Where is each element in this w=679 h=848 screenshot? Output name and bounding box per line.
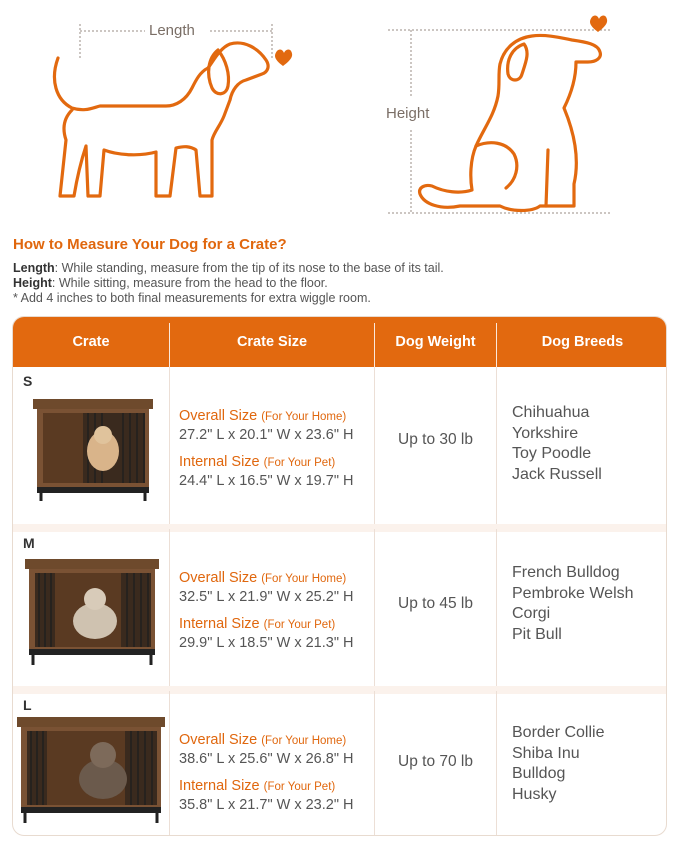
size-letter: S (23, 373, 33, 389)
standing-dog-icon (54, 43, 268, 196)
internal-size-note: (For Your Pet) (263, 457, 336, 469)
header-dog-weight: Dog Weight (395, 334, 476, 350)
table-row-l (13, 691, 667, 836)
overall-size-dims: 38.6" L x 25.6" W x 26.8" H (179, 751, 354, 767)
sitting-dog-icon (420, 35, 601, 210)
breed-item: Pit Bull (512, 625, 562, 643)
dog-weight-m: Up to 45 lb (398, 595, 473, 612)
size-letter: L (23, 697, 32, 713)
breed-item: Pembroke Welsh (512, 584, 634, 602)
breed-item: Yorkshire (512, 424, 579, 442)
heart-icon-standing (275, 50, 292, 66)
internal-size-label: Internal Size (179, 778, 260, 794)
crate-size-m (179, 569, 379, 653)
dog-breeds-l (512, 723, 667, 805)
table-row-s (13, 367, 667, 524)
internal-size-note: (For Your Pet) (263, 619, 336, 631)
breed-item: Jack Russell (512, 465, 602, 483)
breed-item: French Bulldog (512, 564, 620, 581)
breed-item: Chihuahua (512, 404, 590, 421)
internal-size-dims: 24.4" L x 16.5" W x 19.7" H (179, 473, 354, 489)
dog-breeds-s (512, 403, 667, 485)
internal-size-note: (For Your Pet) (263, 781, 336, 793)
breed-item: Bulldog (512, 765, 566, 782)
header-crate-size: Crate Size (236, 334, 308, 350)
guide-length-term: Length (13, 261, 55, 275)
size-letter: M (23, 535, 35, 551)
breed-item: Shiba Inu (512, 744, 580, 762)
crate-size-s (179, 407, 379, 491)
dog-weight-l: Up to 70 lb (398, 753, 473, 770)
dog-weight-s: Up to 30 lb (398, 431, 473, 448)
internal-size-dims: 29.9" L x 18.5" W x 21.3" H (179, 635, 354, 651)
crate-s-image (33, 399, 153, 501)
overall-size-note: (For Your Home) (261, 411, 347, 423)
header-crate: Crate (72, 334, 110, 350)
height-label: Height (386, 105, 430, 122)
crate-m-image (25, 559, 159, 665)
guide-title: How to Measure Your Dog for a Crate? (13, 236, 287, 253)
guide-height-term: Height (13, 276, 52, 290)
breed-item: Border Collie (512, 724, 605, 741)
length-label: Length (149, 22, 195, 39)
crate-size-l (179, 731, 379, 815)
guide-height-text: : While sitting, measure from the head to the floor. (51, 276, 328, 290)
internal-size-dims: 35.8" L x 21.7" W x 23.2" H (179, 797, 354, 813)
table-header (13, 317, 667, 367)
dog-illustration-svg (0, 0, 679, 230)
crate-l-image (17, 717, 165, 823)
overall-size-label: Overall Size (179, 570, 258, 586)
overall-size-dims: 27.2" L x 20.1" W x 23.6" H (179, 427, 354, 443)
overall-size-note: (For Your Home) (261, 735, 347, 747)
measurement-illustrations (0, 0, 679, 230)
overall-size-dims: 32.5" L x 21.9" W x 25.2" H (179, 589, 354, 605)
overall-size-label: Overall Size (179, 732, 258, 748)
header-dog-breeds: Dog Breeds (541, 334, 624, 350)
breed-item: Husky (512, 785, 557, 803)
overall-size-label: Overall Size (179, 408, 258, 424)
dog-breeds-m (512, 563, 667, 645)
breed-item: Toy Poodle (512, 445, 592, 462)
size-chart-table (12, 316, 667, 836)
breed-item: Corgi (512, 605, 551, 622)
guide-length-line (13, 261, 444, 275)
internal-size-label: Internal Size (179, 454, 260, 470)
table-row-m (13, 529, 667, 686)
internal-size-label: Internal Size (179, 616, 260, 632)
guide-length-text: : While standing, measure from the tip of its nose to the base of its tail. (54, 261, 444, 275)
guide-height-line (13, 276, 328, 290)
overall-size-note: (For Your Home) (261, 573, 347, 585)
guide-note: * Add 4 inches to both final measurements for extra wiggle room. (13, 291, 371, 305)
